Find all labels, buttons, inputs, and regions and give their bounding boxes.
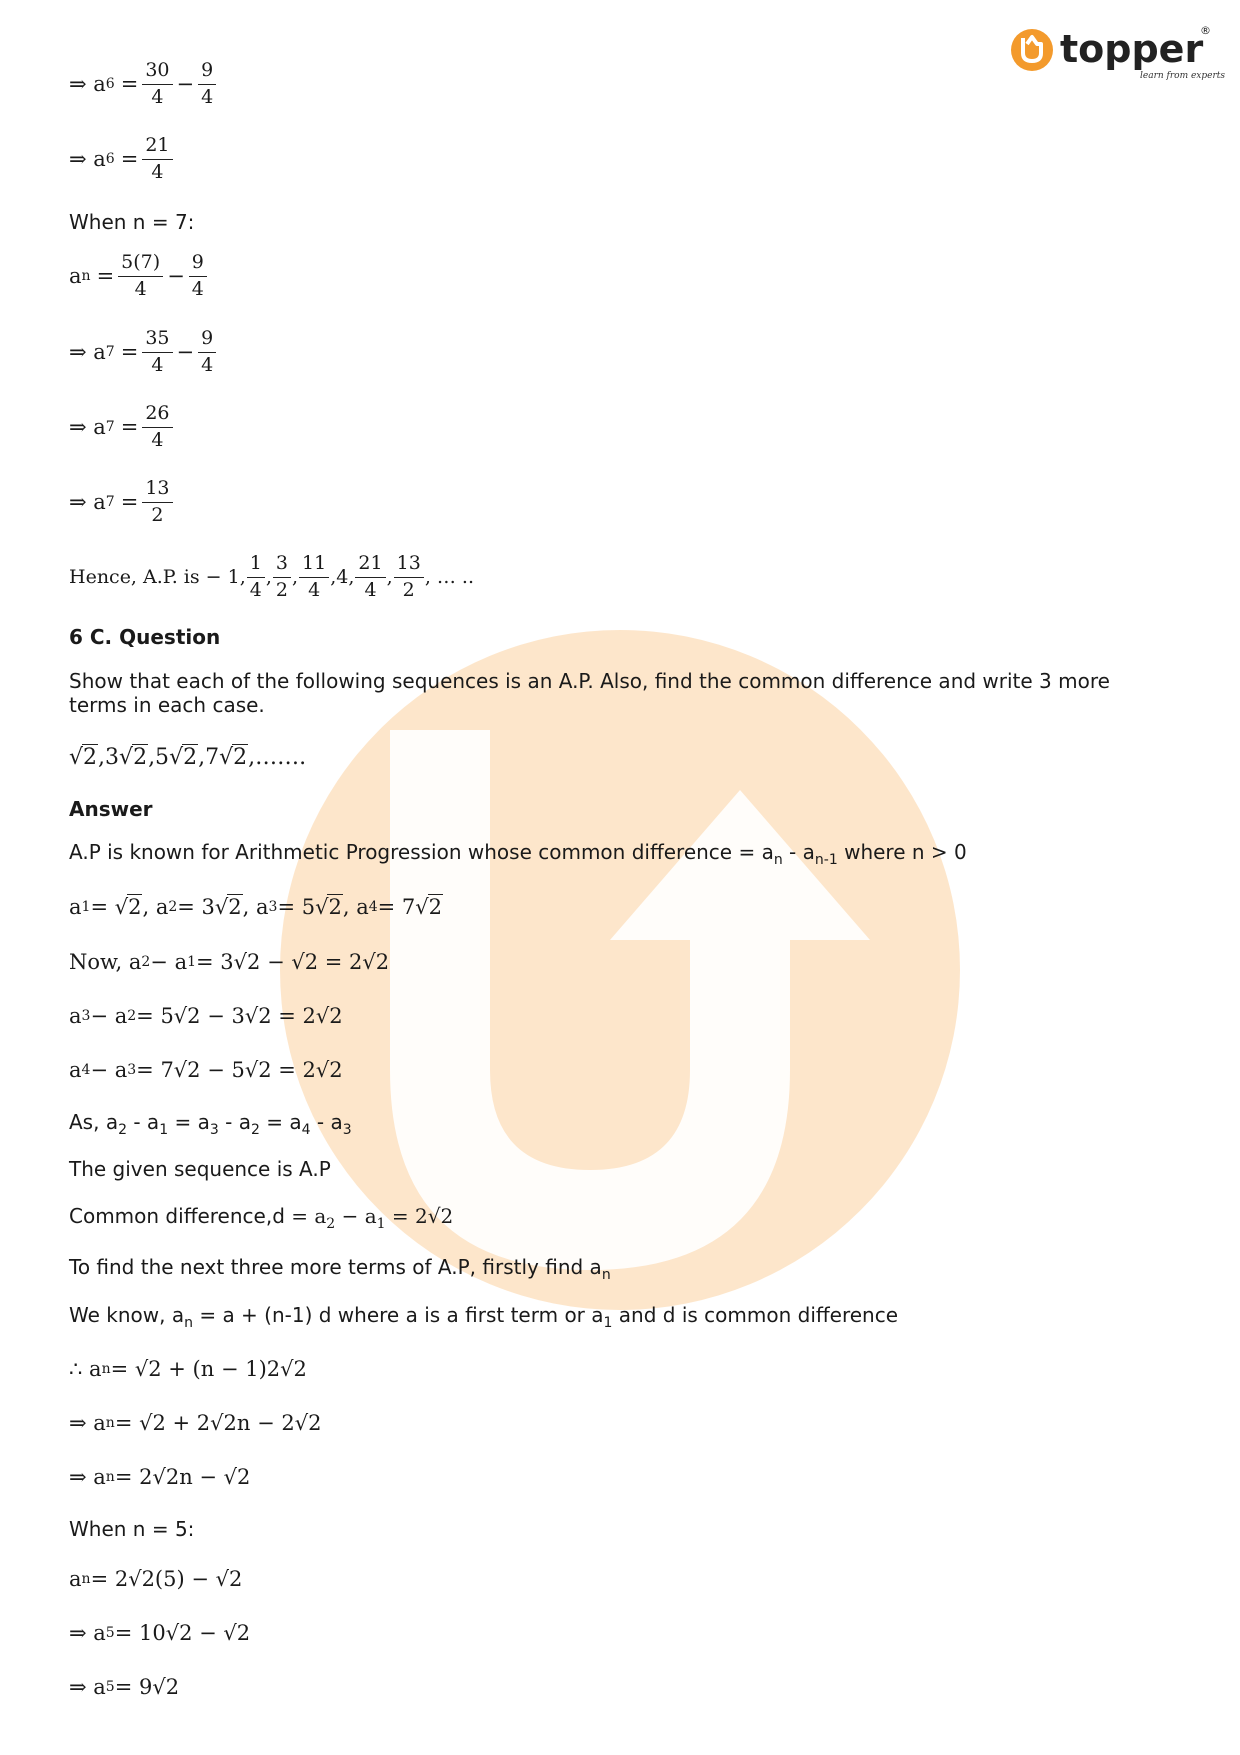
registered-mark: ® [1200, 24, 1211, 37]
answer-heading: Answer [69, 797, 153, 821]
when-n5-text: When n = 5: [69, 1517, 195, 1541]
brand-name: topper [1060, 27, 1204, 71]
equation-a7-step1: ⇒ a 7 = $\frac{35}{4}$ − $\frac{9}{4}$ [69, 328, 220, 377]
terms-list: a 1 = √ 2 , a 2 = 3√ 2 , a 3 = 5√ 2 , a 4 = 7√ 2 [69, 895, 443, 919]
equation-a5-2: ⇒ a 5 = 9√2 [69, 1675, 180, 1699]
question-heading: 6 C. Question [69, 625, 221, 649]
sequence-expression: √ 2 ,3 √ 2 ,5 √ 2 ,7 √ 2 ,……. [69, 745, 307, 770]
equation-an-2: ⇒ a n = √2 + 2√2n − 2√2 [69, 1411, 322, 1435]
equation-diff-43: a 4 − a 3 = 7√2 − 5√2 = 2√2 [69, 1058, 343, 1082]
equation-a7-step2: ⇒ a 7 = $\frac{26}{4}$ [69, 403, 177, 452]
brand-tagline: learn from experts [1140, 71, 1226, 81]
brand-logo [1010, 22, 1226, 92]
hence-ap-sequence: Hence, A.P. is − 1, $\frac{1}{4}$ , $\frac{3}{2}$ , $\frac{11}{4}$ ,4, $\frac{21}{4}$ , $\frac{13}{2}$ , … .. [69, 552, 475, 601]
equation-an-1: ∴ a n = √2 + (n − 1)2√2 [69, 1357, 307, 1381]
equation-now-diff: Now, a 2 − a 1 = 3√2 − √2 = 2√2 [69, 950, 390, 974]
equation-a6-step1: ⇒ a 6 = $\frac{30}{4}$ − $\frac{9}{4}$ [69, 60, 220, 109]
when-n7-text: When n = 7: [69, 210, 195, 234]
equation-a5-1: ⇒ a 5 = 10√2 − √2 [69, 1621, 251, 1645]
equation-an-3: ⇒ a n = 2√2n − √2 [69, 1465, 251, 1489]
common-difference-line: Common difference,d = $a_2 - a_1 = 2√2$ [69, 1204, 454, 1232]
equation-an-n7: a n = $\frac{5(7)}{4}$ − $\frac{9}{4}$ [69, 252, 211, 301]
find-next-terms-text: To find the next three more terms of A.P, firstly find $a_n$ [69, 1255, 611, 1283]
equation-a6-step2: ⇒ a 6 = $\frac{21}{4}$ [69, 135, 177, 184]
equation-a7-step3: ⇒ a 7 = $\frac{13}{2}$ [69, 478, 177, 527]
ap-definition: A.P is known for Arithmetic Progression whose common difference = $a_n - a_{n-1}$ where n > 0 [69, 840, 967, 868]
as-equality-line: As, $a_2 - a_1 = a_3 - a_2 = a_4 - a_3$ [69, 1110, 352, 1138]
question-text: Show that each of the following sequences is an A.P. Also, find the common difference and write 3 more terms in each case. [69, 669, 1110, 717]
equation-diff-32: a 3 − a 2 = 5√2 − 3√2 = 2√2 [69, 1004, 343, 1028]
topper-logo-icon [1010, 22, 1226, 92]
equation-an-n5: a n = 2√2(5) − √2 [69, 1567, 243, 1591]
given-ap-text: The given sequence is A.P [69, 1157, 331, 1181]
we-know-text: We know, $a_n = a + (n-1)$ d where a is a first term or $a_1$ and d is common difference [69, 1303, 899, 1331]
